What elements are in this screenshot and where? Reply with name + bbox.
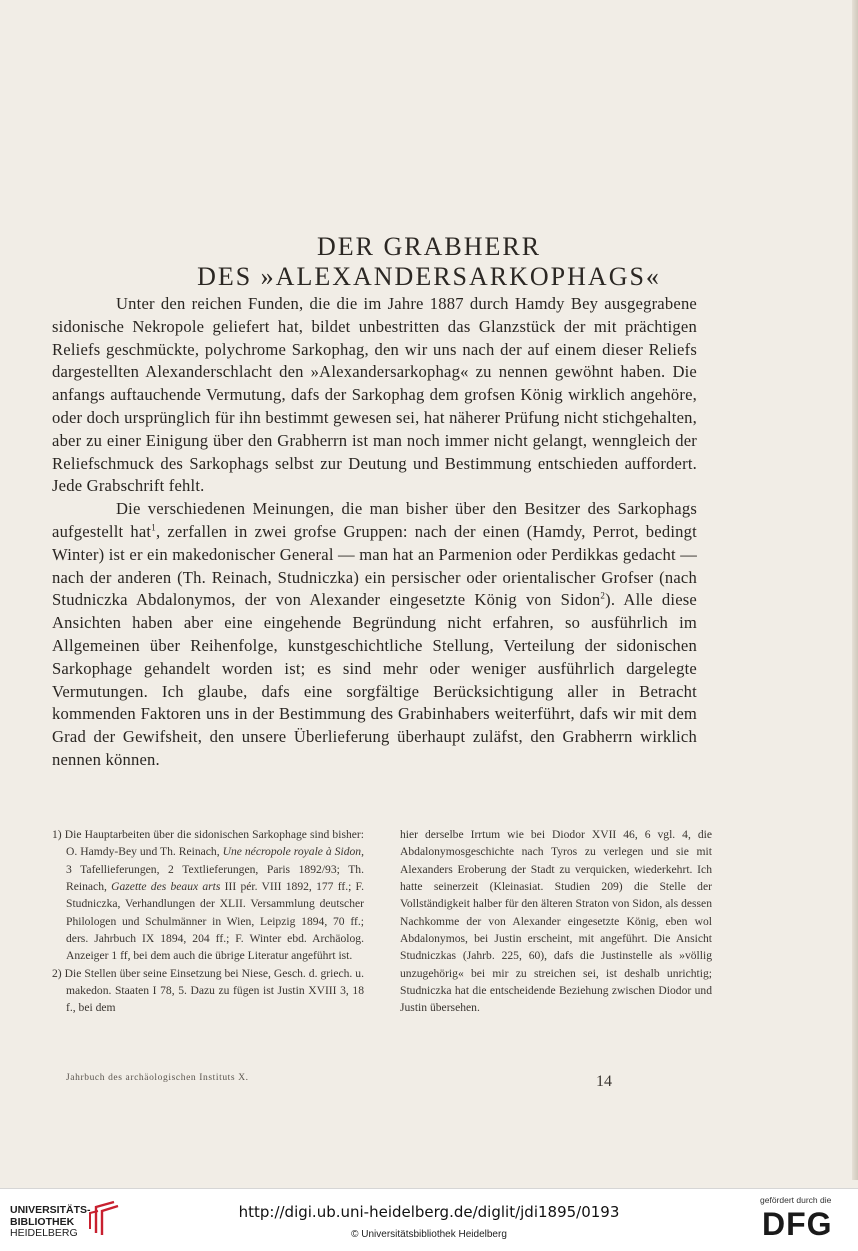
footnote-1-mark: 1) (52, 828, 62, 841)
footnote-2-continuation: hier derselbe Irrtum wie bei Diodor XVII 46, 6 vgl. 4, die Abdalonymosgeschichte nach Tyros zu verlegen und sie mit Alexanders Eroberung der Stadt zu verquicken, wiederkehrt. Ich hatte seinerzeit (Kleinasiat. Studien 209) die Stelle der Vollständigkeit halber für den älteren Straton von Sidon, als dessen Nachkomme der von Alexander eingesetzte König, eben wol Abdalonymos, bei Justin erscheint, mit angeführt. Die Ansicht Studniczkas (Jahrb. 225, 60), dafs die Justinstelle als »völlig unzugehörig« bei mir zu streichen sei, ist deshalb unrichtig; Studniczka hat die entscheidende Beziehung zwischen Diodor und Justin übersehen. (400, 828, 712, 1015)
footnote-1-text-a: Die Hauptarbeiten über die sidonischen Sarkophage sind bisher: O. Hamdy-Bey und Th. Reinach, (64, 828, 364, 859)
paragraph-1: Unter den reichen Funden, die die im Jahre 1887 durch Hamdy Bey ausgegrabene sidonische Nekropole geliefert hat, bildet unbestritten das Glanzstück der mit prächtigen Reliefs geschmückte, polychrome Sarkophag, den wir uns nach der auf einem dieser Reliefs dargestellten Alexanderschlacht den »Alexandersarkophag« zu nennen gewöhnt haben. Die anfangs auftauchende Vermutung, dafs der Sarkophag dem grofsen König wirklich angehöre, oder doch ursprünglich für ihn bestimmt gewesen sei, hat näherer Prüfung nicht stichgehalten, aber zu einer Einigung über den Grabherrn ist man noch immer nicht gelangt, wenngleich der Reliefschmuck des Sarkophags selbst zur Deutung und Bestimmung entschieden auffordert. Jede Grabschrift fehlt. (52, 294, 697, 496)
footnote-1-text-b: , 3 Tafellieferungen, 2 Textlieferungen, Paris 1892/93; Th. Reinach, (66, 845, 364, 894)
library-name-line-3: HEIDELBERG (10, 1227, 78, 1239)
footnote-2-mark: 2) (52, 966, 62, 980)
footnote-2 (52, 965, 364, 1017)
footnotes-right-column (400, 826, 712, 1017)
funding-note: gefördert durch die (760, 1195, 832, 1205)
title-line-2: DES »ALEXANDERSARKOPHAGS« (197, 262, 661, 291)
body-text (52, 293, 697, 772)
paragraph-2-part-c: ). Alle diese Ansichten haben aber eine eingehende Begründung nicht erfahren, so ausführlich im Allgemeinen über Reihenfolge, kunstgeschichtliche Stellung, Verteilung der sidonischen Sarkophage gehandelt worden ist; es sind mehr oder weniger ausführlich dargelegte Vermutungen. Ich glaube, dafs eine sorgfältige Berücksichtigung aller in Betracht kommenden Faktoren uns in der Bestimmung des Grabinhabers weiterführt, dafs wir mit dem Grad der Gewifsheit, den unsere Überlieferung überhaupt zuläfst, den Grabherrn wirklich nennen können. (52, 590, 697, 769)
paragraph-2-part-b: , zerfallen in zwei grofse Gruppen: nach der einen (Hamdy, Perrot, bedingt Winter) ist er ein makedonischer General — man hat an Parmenion oder Perdikkas gedacht — nach der anderen (Th. Reinach, Studniczka) ein persischer oder orientalischer Grofser (nach Studniczka Abdalonymos, der von Alexander eingesetzte König von Sidon (52, 521, 697, 610)
paragraph-2-part-a: Die verschiedenen Meinungen, die man bisher über den Besitzer des Sarkophags aufgestellt hat (52, 499, 697, 541)
footnotes-left-column (52, 826, 364, 1017)
library-name-line-1: UNIVERSITÄTS- (10, 1204, 91, 1216)
copyright-notice: © Universitätsbibliothek Heidelberg (351, 1229, 507, 1240)
page-edge (852, 0, 858, 1180)
footnote-1 (52, 826, 364, 965)
running-foot: Jahrbuch des archäologischen Instituts X. (66, 1073, 249, 1083)
footnote-ref-1[interactable]: 1 (151, 522, 156, 533)
title-line-1: DER GRABHERR (316, 232, 542, 261)
footnote-1-italic-title-2: Gazette des beaux arts (111, 880, 221, 894)
footnote-2-text: Die Stellen über seine Einsetzung bei Niese, Gesch. d. griech. u. makedon. Staaten I 78, 5. Dazu zu fügen ist Justin XVIII 3, 18 f., bei dem (64, 966, 365, 1015)
library-name-line-2: BIBLIOTHEK (10, 1215, 75, 1228)
permalink-url[interactable]: http://digi.ub.uni-heidelberg.de/diglit/jdi1895/0193 (238, 1203, 620, 1221)
page-number: 14 (596, 1073, 612, 1090)
footnote-1-text-c: III pér. VIII 1892, 177 ff.; F. Studniczka, Verhandlungen der XLII. Versammlung deutscher Philologen und Schulmänner in Wien, Leipzig 1894, 70 ff.; ders. Jahrbuch IX 1894, 204 ff.; F. Winter ebd. Archäolog. Anzeiger 1 ff, bei dem auch die übrige Literatur angeführt ist. (66, 880, 364, 963)
dfg-logo[interactable]: DFG (762, 1206, 833, 1242)
footnote-1-italic-title-1: Une nécropole royale à Sidon (222, 845, 362, 859)
viewer-footer-bar (0, 1188, 858, 1251)
article-title (0, 232, 858, 292)
paragraph-2 (52, 498, 697, 772)
footnote-ref-2[interactable]: 2 (600, 590, 606, 601)
